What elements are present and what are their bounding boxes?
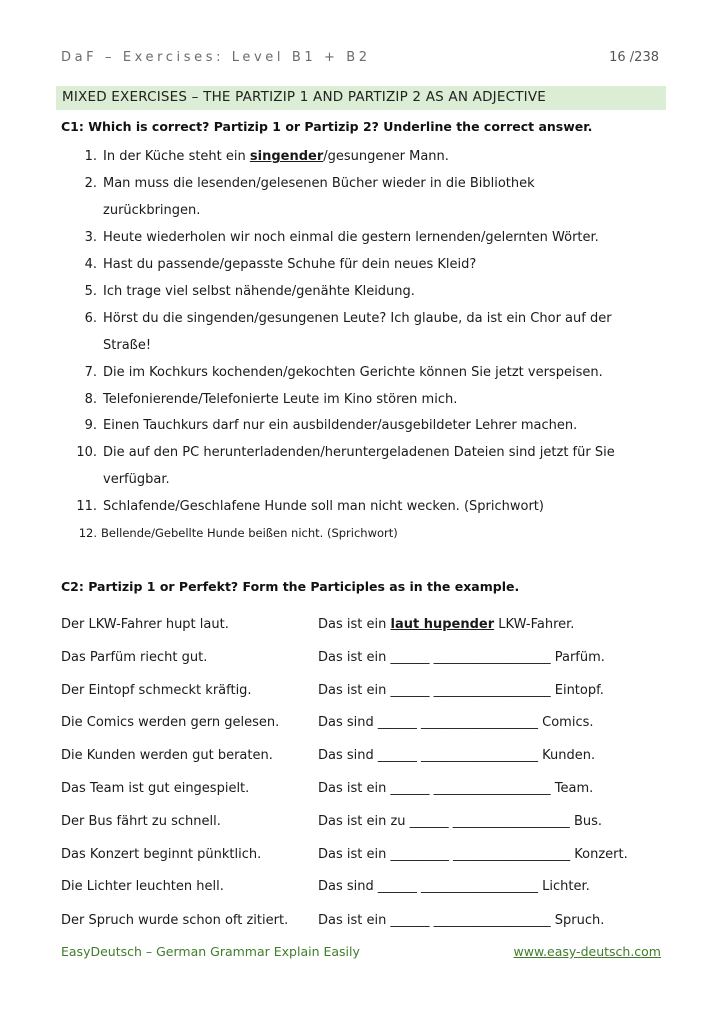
item-text: Man muss die lesenden/gelesenen Bücher wieder in die Bibliothek xyxy=(103,176,535,191)
item-number: 6. xyxy=(84,311,97,326)
c1-title: C1: Which is correct? Partizip 1 or Partizip 2? Underline the correct answer. xyxy=(61,119,593,134)
item-number: 5. xyxy=(84,284,97,299)
item-number: 8. xyxy=(84,392,97,407)
item-text-post: /gesungener Mann. xyxy=(323,149,449,164)
item-number: 10. xyxy=(76,445,97,460)
item-text: Straße! xyxy=(103,338,152,353)
item-number: 2. xyxy=(84,176,97,191)
fill-in-blank: Das sind ______ __________________ Lichter. xyxy=(318,879,590,894)
fill-in-blank: Das ist ein ______ __________________ Parfüm. xyxy=(318,650,605,665)
item-text: Telefonierende/Telefonierte Leute im Kino stören mich. xyxy=(103,392,458,407)
sentence-prompt: Die Lichter leuchten hell. xyxy=(61,879,224,894)
item-number: 11. xyxy=(76,499,97,514)
sentence-prompt: Der Bus fährt zu schnell. xyxy=(61,814,221,829)
item-number: 9. xyxy=(84,418,97,433)
item-text: Hast du passende/gepasste Schuhe für dein neues Kleid? xyxy=(103,257,477,272)
example-answer: laut hupender xyxy=(390,617,495,632)
answer-pre: Das ist ein xyxy=(318,617,391,632)
item-text: Bellende/Gebellte Hunde beißen nicht. (Sprichwort) xyxy=(101,526,398,540)
answer-post: LKW-Fahrer. xyxy=(494,617,575,632)
item-number: 12. xyxy=(78,526,97,540)
header-title: DaF – Exercises: Level B1 + B2 xyxy=(61,50,371,65)
sentence-prompt: Der Spruch wurde schon oft zitiert. xyxy=(61,913,289,928)
fill-in-blank: Das ist ein ______ __________________ Eintopf. xyxy=(318,683,604,698)
item-text: Heute wiederholen wir noch einmal die gestern lernenden/gelernten Wörter. xyxy=(103,230,599,245)
example-row xyxy=(61,617,661,637)
item-text: zurückbringen. xyxy=(103,203,201,218)
footer-tagline: EasyDeutsch – German Grammar Explain Easily xyxy=(61,944,360,959)
exercise-row xyxy=(61,748,661,768)
exercise-row xyxy=(61,879,661,899)
item-number: 7. xyxy=(84,365,97,380)
exercise-row xyxy=(61,814,661,834)
c2-title: C2: Partizip 1 or Perfekt? Form the Participles as in the example. xyxy=(61,579,520,594)
sentence-prompt: Das Konzert beginnt pünktlich. xyxy=(61,847,262,862)
item-text xyxy=(103,149,449,164)
fill-in-blank: Das sind ______ __________________ Comics. xyxy=(318,715,594,730)
fill-in-blank: Das ist ein ______ __________________ Spruch. xyxy=(318,913,605,928)
sentence-prompt: Die Comics werden gern gelesen. xyxy=(61,715,280,730)
page-footer xyxy=(61,944,661,964)
item-text: Hörst du die singenden/gesungenen Leute? Ich glaube, da ist ein Chor auf der xyxy=(103,311,612,326)
sentence-prompt: Das Parfüm riecht gut. xyxy=(61,650,208,665)
underlined-answer: singender xyxy=(249,149,324,164)
item-number: 4. xyxy=(84,257,97,272)
exercise-row xyxy=(61,847,661,867)
section-title: MIXED EXERCISES – THE PARTIZIP 1 AND PARTIZIP 2 AS AN ADJECTIVE xyxy=(62,89,546,105)
fill-in-blank: Das sind ______ __________________ Kunden. xyxy=(318,748,596,763)
item-text-pre: In der Küche steht ein xyxy=(103,149,250,164)
fill-in-blank: Das ist ein ______ __________________ Team. xyxy=(318,781,594,796)
item-text: verfügbar. xyxy=(103,472,170,487)
fill-in-blank: Das ist ein zu ______ __________________ Bus. xyxy=(318,814,603,829)
section-banner xyxy=(56,86,666,110)
sentence-prompt: Die Kunden werden gut beraten. xyxy=(61,748,273,763)
sentence-prompt: Der LKW-Fahrer hupt laut. xyxy=(61,617,229,632)
exercise-row xyxy=(61,913,661,933)
website-link[interactable]: www.easy-deutsch.com xyxy=(513,944,661,959)
exercise-row xyxy=(61,683,661,703)
page-number: 16 /238 xyxy=(609,50,659,65)
item-number: 3. xyxy=(84,230,97,245)
item-text: Einen Tauchkurs darf nur ein ausbildender/ausgebildeter Lehrer machen. xyxy=(103,418,578,433)
sentence-prompt: Der Eintopf schmeckt kräftig. xyxy=(61,683,252,698)
page-header xyxy=(61,50,659,72)
sentence-prompt: Das Team ist gut eingespielt. xyxy=(61,781,250,796)
item-text: Die im Kochkurs kochenden/gekochten Gerichte können Sie jetzt verspeisen. xyxy=(103,365,603,380)
item-text: Ich trage viel selbst nähende/genähte Kleidung. xyxy=(103,284,415,299)
exercise-row xyxy=(61,715,661,735)
item-number: 1. xyxy=(84,149,97,164)
fill-in-blank: Das ist ein _________ __________________ Konzert. xyxy=(318,847,628,862)
exercise-row xyxy=(61,650,661,670)
sentence-answer xyxy=(318,617,574,632)
exercise-row xyxy=(61,781,661,801)
item-text: Schlafende/Geschlafene Hunde soll man nicht wecken. (Sprichwort) xyxy=(103,499,544,514)
item-text: Die auf den PC herunterladenden/heruntergeladenen Dateien sind jetzt für Sie xyxy=(103,445,615,460)
